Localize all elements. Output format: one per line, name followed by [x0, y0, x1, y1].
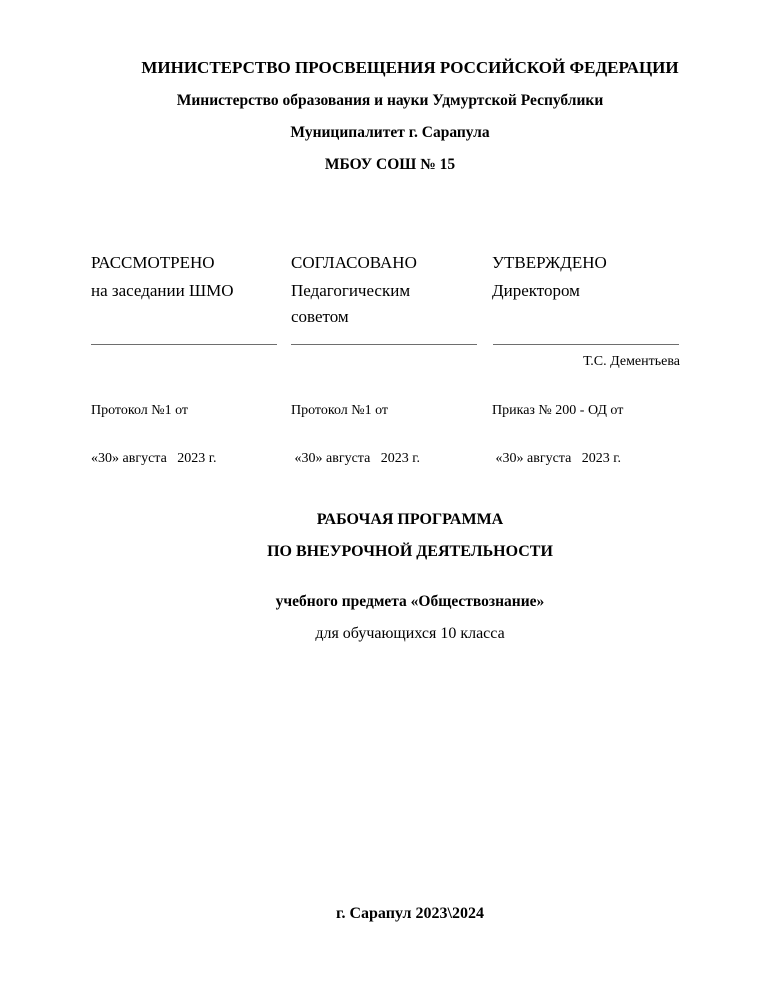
reviewed-heading: РАССМОТРЕНО	[91, 253, 215, 272]
agreed-heading: СОГЛАСОВАНО	[291, 253, 417, 272]
reviewed-signature-line	[91, 344, 277, 345]
agreed-block	[291, 250, 477, 330]
document-title-line-2: ПО ВНЕУРОЧНОЙ ДЕЯТЕЛЬНОСТИ	[267, 543, 553, 560]
school-name: МБОУ СОШ № 15	[324, 156, 456, 173]
reviewed-protocol	[91, 371, 216, 499]
approved-block	[492, 250, 680, 304]
approved-order	[492, 371, 623, 499]
approved-order-date: «30» августа 2023 г.	[492, 451, 621, 466]
agreed-body: Педагогическим	[291, 281, 411, 300]
reviewed-block	[91, 250, 277, 304]
agreed-signature-line	[291, 344, 477, 345]
approved-signature-line	[493, 344, 679, 345]
grade-level: для обучающихся 10 класса	[315, 625, 505, 642]
place-and-year: г. Сарапул 2023\2024	[336, 905, 484, 922]
reviewed-body: на заседании ШМО	[91, 281, 234, 300]
reviewed-protocol-number: Протокол №1 от	[91, 403, 189, 418]
approved-order-number: Приказ № 200 - ОД от	[492, 403, 624, 418]
regional-ministry-name: Министерство образования и науки Удмуртской Республики	[176, 92, 604, 109]
document-title-line-1: РАБОЧАЯ ПРОГРАММА	[316, 511, 504, 528]
municipality-name: Муниципалитет г. Сарапула	[290, 124, 490, 141]
agreed-body-2: советом	[291, 307, 349, 326]
agreed-protocol-number: Протокол №1 от	[291, 403, 389, 418]
ministry-name: МИНИСТЕРСТВО ПРОСВЕЩЕНИЯ РОССИЙСКОЙ ФЕДЕРАЦИИ	[141, 58, 679, 77]
approved-body: Директором	[492, 281, 580, 300]
approved-heading: УТВЕРЖДЕНО	[492, 253, 607, 272]
agreed-protocol-date: «30» августа 2023 г.	[291, 451, 420, 466]
subject-name: учебного предмета «Обществознание»	[275, 593, 545, 610]
agreed-protocol	[291, 371, 420, 499]
director-name: Т.С. Дементьева	[583, 354, 680, 369]
reviewed-protocol-date: «30» августа 2023 г.	[91, 451, 217, 466]
